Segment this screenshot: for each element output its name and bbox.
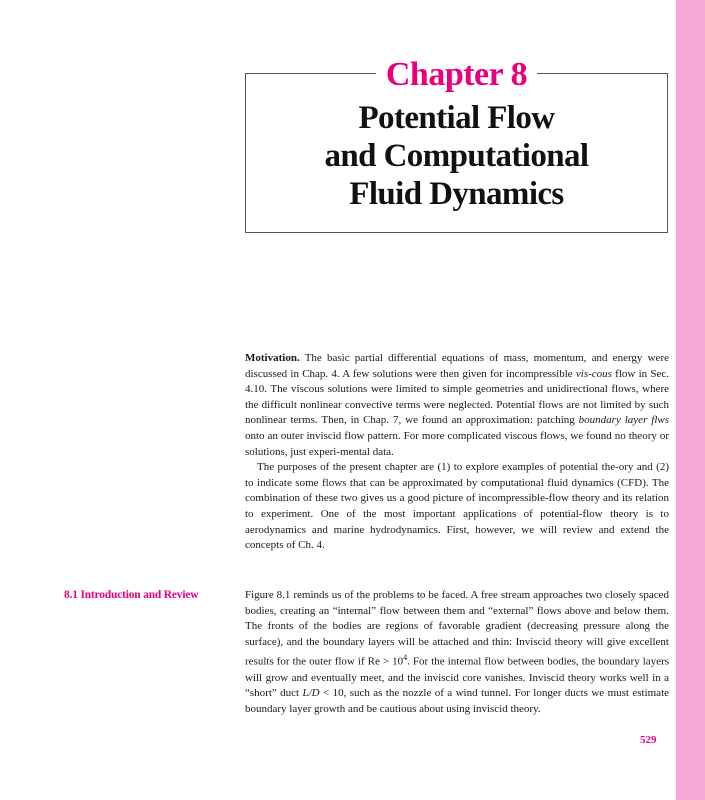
section-paragraph: Figure 8.1 reminds us of the problems to be faced. A free stream approaches two closely spaced bodies, creating an “internal” flow between them and “external” flows above and below them. The fronts of the bodies are regions of favorable gradient (decreasing pressure along the surface), and the boundary layers will be attached and thin: Inviscid theory will give excellent results for the outer flow if $Re > 10^4$. For the internal flow between bodies, the boundary layers will grow and eventually meet, and the inviscid core vanishes. Inviscid theory works well in a “short” duct L/D < 10, such as the nozzle of a wind tunnel. For longer ducts we must estimate boundary layer growth and be cautious about using inviscid theory. [245,589,670,715]
chapter-label: Chapter 8 [376,56,537,93]
page-number: 529 [640,734,657,746]
motivation-heading: Motivation. [245,352,300,364]
chapter-title [246,99,667,213]
purpose-paragraph: The purposes of the present chapter are (1) to explore examples of potential the-ory and (2) to indicate some flows that can be approximated by computational fluid dynamics (CFD). The combination of these two gives us a good picture of incompressible-flow theory and its relation to experiment. One of the most important applications of potential-flow theory is to aerodynamics and marine hydrodynamics. First, however, we will review and extend the concepts of Ch. 4. [245,461,669,552]
motivation-section [245,351,669,554]
chapter-title-line: Potential Flow [358,100,555,136]
side-color-strip [676,0,705,800]
chapter-title-line: and Computational [324,138,589,174]
motivation-paragraph: Motivation. The basic partial differential equations of mass, momentum, and energy were discussed in Chap. 4. A few solutions were then given for incompressible vis-cous flow in Sec. 4.10. The viscous solutions were limited to simple geometries and unidirectional flows, where the difficult nonlinear convective terms were neglected. Potential flows are not limited by such nonlinear terms. Then, in Chap. 7, we found an approximation: patching boundary layer flws onto an outer inviscid flow pattern. For more complicated viscous flows, we found no theory or solutions, just experi-mental data. [245,352,669,458]
chapter-title-box [245,56,668,233]
chapter-title-line: Fluid Dynamics [349,176,564,212]
section-heading: 8.1 Introduction and Review [64,589,199,601]
section-body [245,588,669,717]
